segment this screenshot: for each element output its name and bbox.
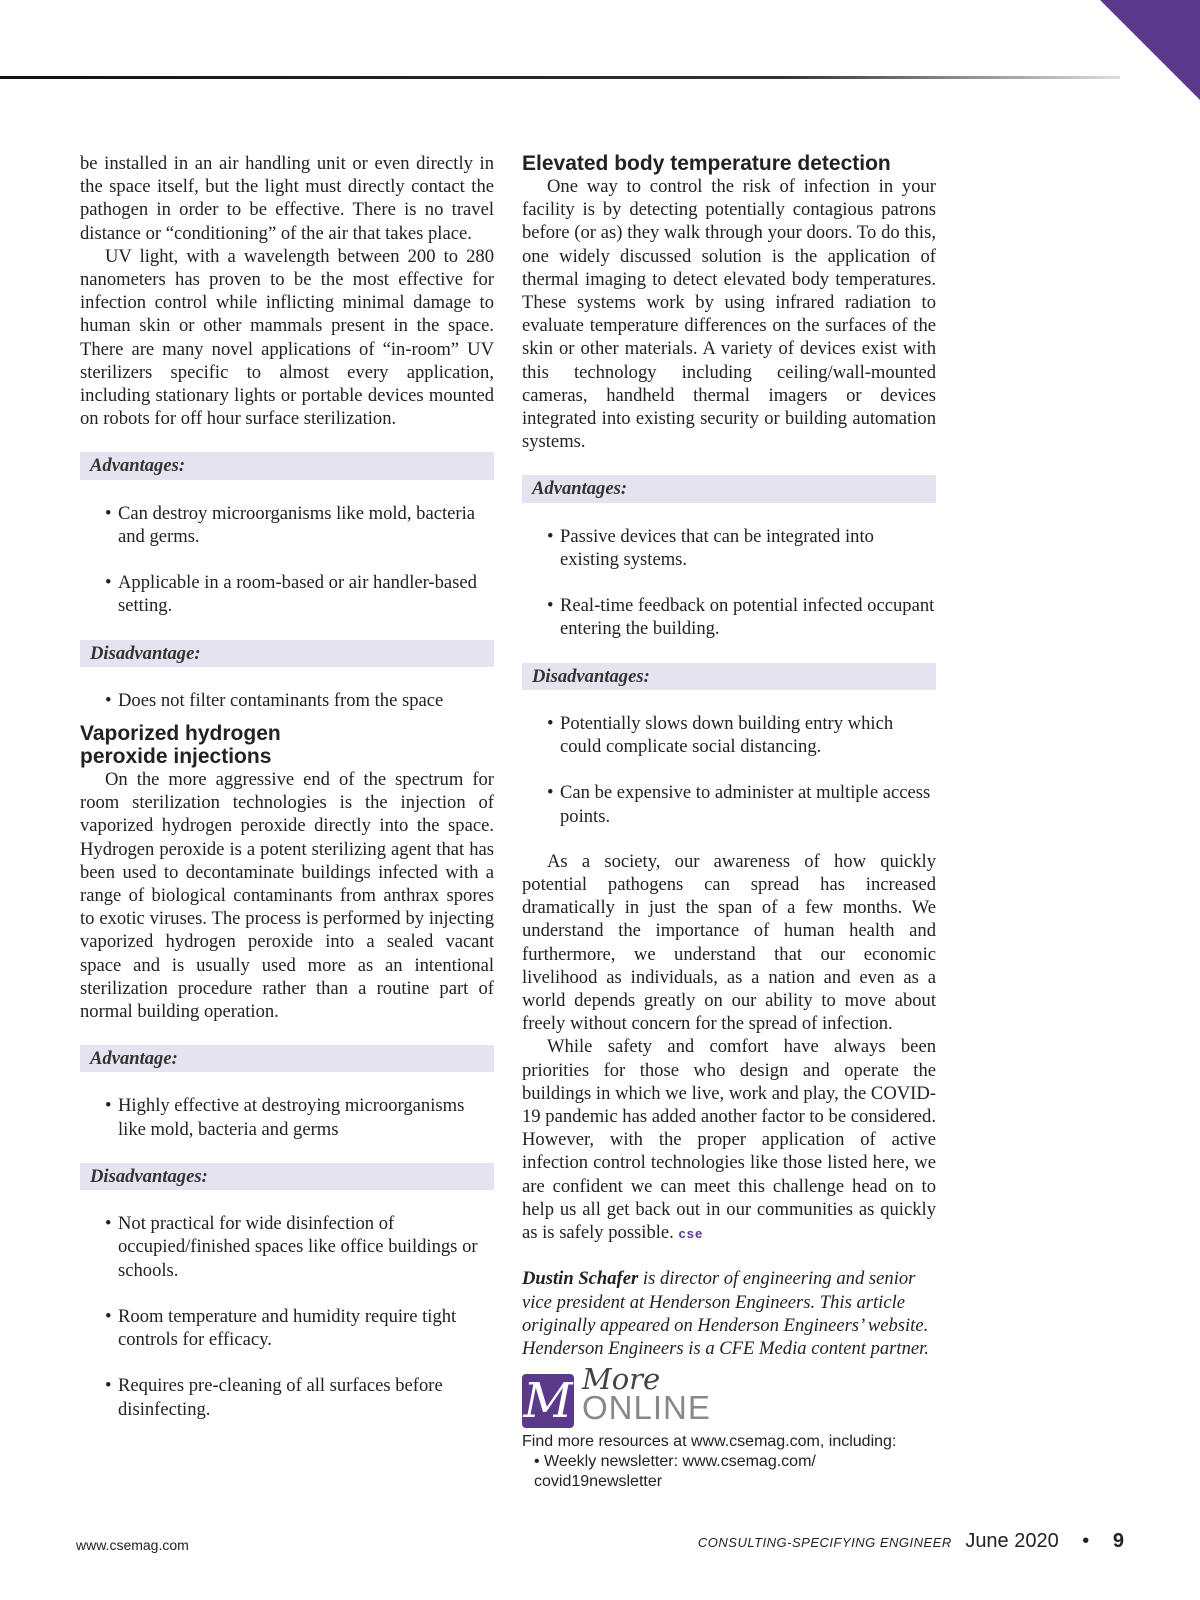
- list-item: • Passive devices that can be integrated into existing systems.: [522, 525, 936, 571]
- footer-bullet: •: [1082, 1530, 1090, 1552]
- ebt-paragraph: One way to control the risk of infection in your facility is by detecting potentially contagious patrons before (or as) they walk through your doors. To do this, one widely discussed solution is the application of thermal imaging to detect elevated body temperatures. These systems work by using infrared radiation to evaluate temperature differences on the surfaces of the skin or other materials. A variety of devices exist with this technology including ceiling/wall-mounted cameras, handheld thermal imagers or devices integrated into existing security or building automation systems.: [522, 176, 936, 453]
- uv-advantages-label: Advantages:: [80, 452, 494, 479]
- uv-advantages-list: [80, 502, 494, 618]
- vhp-paragraph: On the more aggressive end of the spectrum for room sterilization technologies is the injection of vaporized hydrogen peroxide directly into the space. Hydrogen peroxide is a potent sterilizing agent that has been used to decontaminate buildings infected with a range of biological contaminants from anthrax spores to exotic viruses. The process is performed by injecting vaporized hydrogen peroxide into a sealed vacant space and is usually used more as an intentional sterilization procedure rather than a routine part of normal building operation.: [80, 769, 494, 1023]
- list-item: • Can be expensive to administer at multiple access points.: [522, 781, 936, 827]
- ebt-disadvantages-list: [522, 712, 936, 828]
- corner-accent-triangle: [1080, 0, 1200, 120]
- vhp-heading-line2: peroxide injections: [80, 745, 272, 769]
- more-online-item-line1[interactable]: • Weekly newsletter: www.csemag.com/: [534, 1453, 816, 1471]
- uv-paragraph-1: be installed in an air handling unit or even directly in the space itself, but the light must directly contact the pathogen in order to be effective. There is no travel distance or “conditioning” of the air that takes place.: [80, 153, 494, 244]
- list-item: • Room temperature and humidity require tight controls for efficacy.: [80, 1305, 494, 1351]
- list-item: • Not practical for wide disinfection of occupied/finished spaces like office buildings or schools.: [80, 1212, 494, 1282]
- list-item: • Potentially slows down building entry which could complicate social distancing.: [522, 712, 936, 758]
- uv-paragraph-2: UV light, with a wavelength between 200 to 280 nanometers has proven to be the most effective for infection control while inflicting minimal damage to human skin or other mammals present in the space. There are many novel applications of “in-room” UV sterilizers specific to almost every application, including stationary lights or portable devices mounted on robots for off hour surface sterilization.: [80, 245, 494, 430]
- online-word: ONLINE: [582, 1389, 711, 1427]
- vhp-heading: [80, 722, 494, 768]
- more-online-item-line2[interactable]: covid19newsletter: [534, 1473, 663, 1491]
- uv-disadvantage-label: Disadvantage:: [80, 640, 494, 667]
- vhp-disadvantages-label: Disadvantages:: [80, 1163, 494, 1190]
- closing-paragraph-2-text: While safety and comfort have always been priorities for those who design and operate the buildings in which we live, work and play, the COVID-19 pandemic has added another factor to be considered. However, with the proper application of active infection control technologies like those listed here, we are confident we can meet this challenge head on to help us all get back out in our communities as quickly as is safely possible.: [522, 1036, 936, 1244]
- uv-disadvantages-list: [80, 689, 494, 712]
- author-name: Dustin Schafer: [522, 1268, 639, 1290]
- list-item: • Can destroy microorganisms like mold, bacteria and germs.: [80, 502, 494, 548]
- page-number: 9: [1112, 1530, 1124, 1552]
- right-column: [522, 152, 936, 1492]
- vhp-disadvantages-list: [80, 1212, 494, 1421]
- list-item: • Real-time feedback on potential infected occupant entering the building.: [522, 594, 936, 640]
- closing-paragraph-1: As a society, our awareness of how quickly potential pathogens can spread has increased dramatically in just the span of a few months. We understand the importance of human health and furthermore, we understand that our economic livelihood as individuals, as a nation and even as a world depends greatly on our ability to move about freely without concern for the spread of infection.: [522, 850, 936, 1035]
- author-bio-text: is director of engineering and senior vice president at Henderson Engineers. This article originally appeared on Henderson Engineers’ website. Henderson Engineers is a CFE Media content partner.: [522, 1268, 929, 1359]
- cse-end-mark: cse: [678, 1226, 704, 1242]
- more-online-logo[interactable]: [522, 1362, 936, 1432]
- ebt-disadvantages-label: Disadvantages:: [522, 663, 936, 690]
- left-column: [80, 152, 494, 1421]
- footer-url[interactable]: www.csemag.com: [76, 1537, 189, 1553]
- more-online-intro: Find more resources at www.csemag.com, including:: [522, 1433, 897, 1451]
- ebt-advantages-list: [522, 525, 936, 641]
- more-online-m-icon: M: [523, 1373, 573, 1430]
- more-word: More: [582, 1362, 661, 1397]
- list-item: • Applicable in a room-based or air handler-based setting.: [80, 571, 494, 617]
- list-item: • Highly effective at destroying microorganisms like mold, bacteria and germs: [80, 1094, 494, 1140]
- ebt-heading: Elevated body temperature detection: [522, 152, 891, 175]
- footer-date: June 2020: [965, 1530, 1059, 1552]
- vhp-heading-line1: Vaporized hydrogen: [80, 722, 281, 746]
- author-bio: [522, 1267, 936, 1360]
- footer-folio: [698, 1530, 1124, 1553]
- list-item: • Does not filter contaminants from the space: [80, 689, 494, 712]
- closing-paragraph-2: [522, 1035, 936, 1245]
- footer-magazine-name: CONSULTING-SPECIFYING ENGINEER: [697, 1535, 952, 1550]
- ebt-advantages-label: Advantages:: [522, 475, 936, 502]
- vhp-advantages-list: [80, 1094, 494, 1140]
- header-rule: [0, 76, 1120, 79]
- vhp-advantage-label: Advantage:: [80, 1045, 494, 1072]
- list-item: • Requires pre-cleaning of all surfaces before disinfecting.: [80, 1374, 494, 1420]
